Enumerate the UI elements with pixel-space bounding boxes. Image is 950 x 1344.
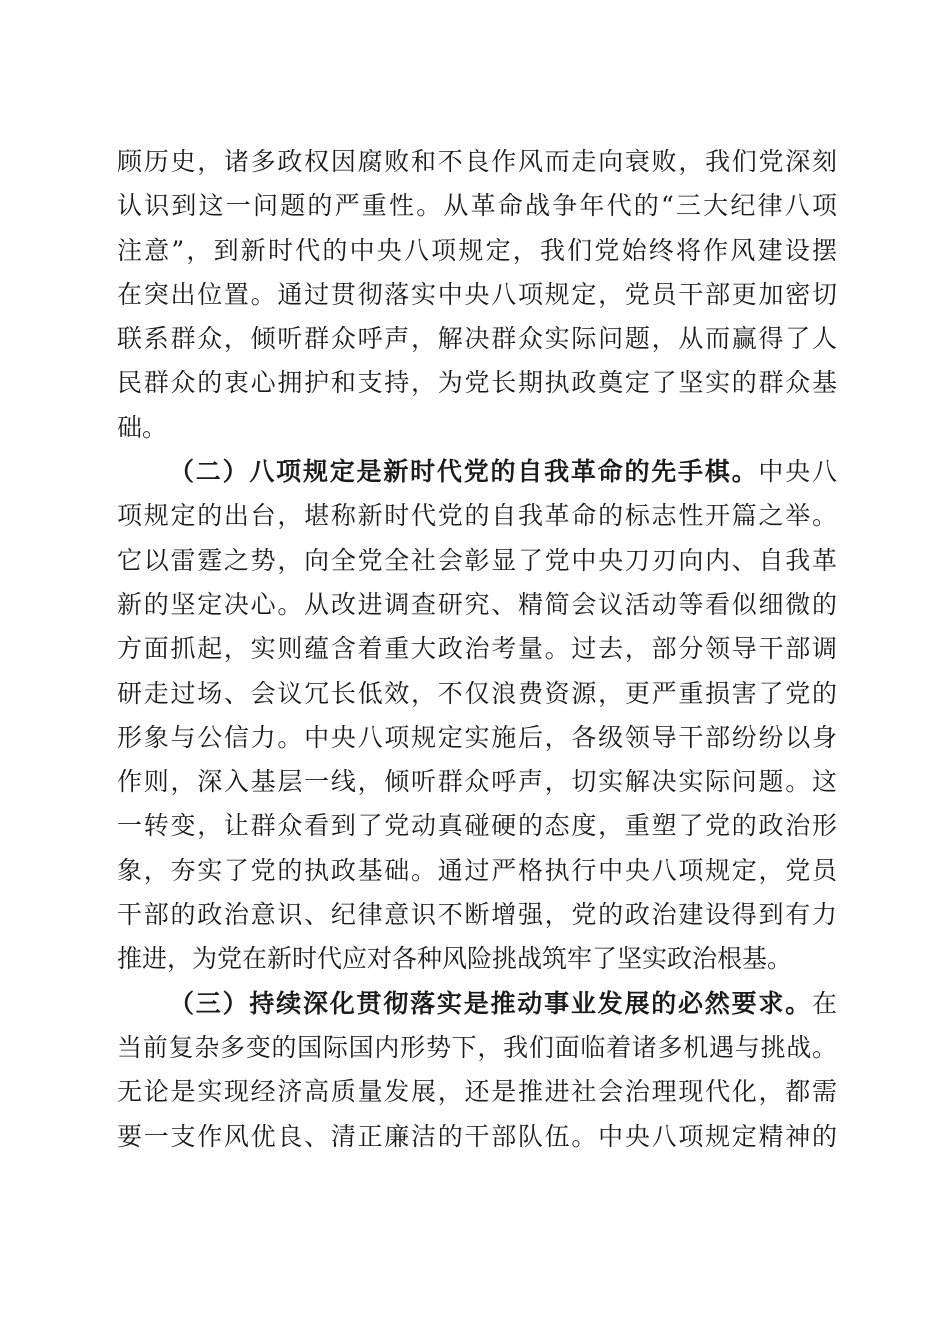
text-line: 形象与公信力。中央八项规定实施后，各级领导干部纷纷以身 — [117, 722, 837, 752]
text-line: 民群众的衷心拥护和支持，为党长期执政奠定了坚实的群众基 — [117, 368, 837, 398]
text-run: 中央八 — [758, 457, 837, 487]
text-run: 在 — [811, 988, 837, 1018]
text-line: 推进，为党在新时代应对各种风险挑战筑牢了坚实政治根基。 — [117, 944, 793, 974]
text-line: 新的坚定决心。从改进调查研究、精简会议活动等看似细微的 — [117, 589, 837, 619]
text-line: 当前复杂多变的国际国内形势下，我们面临着诸多机遇与挑战。 — [117, 1032, 837, 1062]
text-line: 作则，深入基层一线，倾听群众呼声，切实解决实际问题。这 — [117, 767, 837, 797]
text-line: 顾历史，诸多政权因腐败和不良作风而走向衰败，我们党深刻 — [117, 147, 837, 176]
text-line: 要一支作风优良、清正廉洁的干部队伍。中央八项规定精神的 — [117, 1121, 837, 1151]
text-line: 无论是实现经济高质量发展，还是推进社会治理现代化，都需 — [117, 1077, 837, 1107]
section-heading-2: （二）八项规定是新时代党的自我革命的先手棋。 — [169, 457, 759, 487]
text-line: 础。 — [117, 412, 168, 442]
text-line: 方面抓起，实则蕴含着重大政治考量。过去，部分领导干部调 — [117, 634, 837, 664]
text-line: 认识到这一问题的严重性。从革命战争年代的“三大纪律八项 — [117, 191, 837, 221]
section-heading-3: （三）持续深化贯彻落实是推动事业发展的必然要求。 — [169, 988, 812, 1018]
paragraph-2 — [117, 450, 837, 982]
text-line: 项规定的出台，堪称新时代党的自我革命的标志性开篇之举。 — [117, 501, 837, 531]
heading-line — [117, 982, 837, 1026]
text-line: 干部的政治意识、纪律意识不断增强，党的政治建设得到有力 — [117, 900, 837, 930]
text-line: 联系群众，倾听群众呼声，解决群众实际问题，从而赢得了人 — [117, 324, 837, 354]
heading-line — [117, 450, 837, 494]
text-line: 一转变，让群众看到了党动真碰硬的态度，重塑了党的政治形 — [117, 811, 837, 841]
document-body — [117, 140, 837, 1159]
paragraph-3 — [117, 982, 837, 1159]
text-line: 研走过场、会议冗长低效，不仅浪费资源，更严重损害了党的 — [117, 678, 837, 708]
text-line: 在突出位置。通过贯彻落实中央八项规定，党员干部更加密切 — [117, 279, 837, 309]
text-line: 象，夯实了党的执政基础。通过严格执行中央八项规定，党员 — [117, 855, 837, 885]
text-line: 注意”，到新时代的中央八项规定，我们党始终将作风建设摆 — [117, 235, 837, 265]
paragraph-1 — [117, 140, 837, 450]
text-line: 它以雷霆之势，向全党全社会彰显了党中央刀刃向内、自我革 — [117, 545, 837, 575]
